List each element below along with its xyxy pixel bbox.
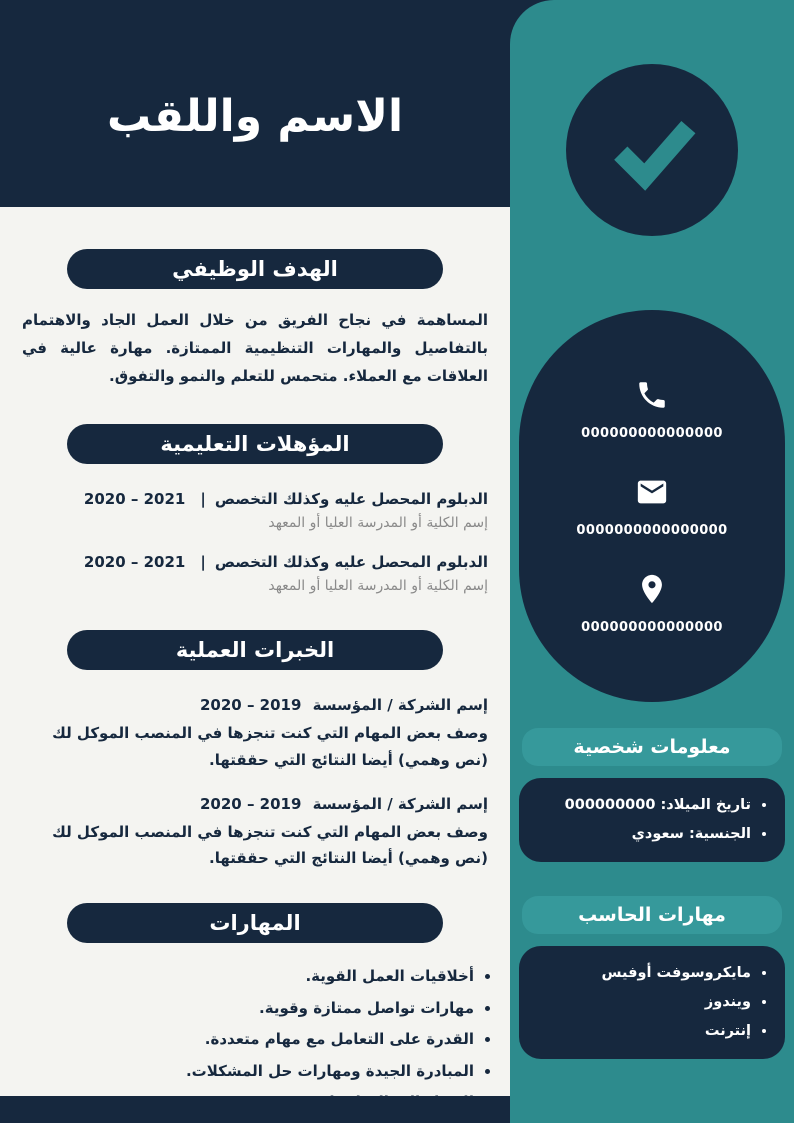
personal-info-box [519,778,785,862]
education-school: إسم الكلية أو المدرسة العليا أو المعهد [268,578,488,595]
education-period: 2020 – 2021 [83,553,186,572]
personal-info-item: • تاريخ الميلاد: 000000000 [533,791,751,820]
separator: | [200,490,206,509]
experience-entry [22,696,488,773]
experience-description: وصف بعض المهام التي كنت تنجزها في المنصب الموكل لك (نص وهمي) أيضا النتائج التي حققتها. [52,724,488,769]
section-title-objective: الهدف الوظيفي [67,249,443,289]
personal-info-list [533,791,765,849]
education-entry [22,490,488,531]
section-title-skills: المهارات [67,903,443,943]
skill-item: • أخلاقيات العمل القوية. [22,965,474,988]
section-title-personal-info: معلومات شخصية [522,728,782,766]
computer-skill-item: • إنترنت [533,1017,751,1046]
experience-entry [22,795,488,872]
computer-skill-item: • ويندوز [533,988,751,1017]
experience-company: إسم الشركة / المؤسسة [312,794,488,813]
contact-address [581,572,723,635]
contact-email [576,475,727,538]
main-column [0,207,510,1123]
experience-company: إسم الشركة / المؤسسة [312,696,488,715]
personal-info-item: • الجنسية: سعودي [533,820,751,849]
section-title-experience: الخبرات العملية [67,630,443,670]
phone-number: 000000000000000 [581,425,723,441]
experience-entry-heading [22,795,488,813]
sidebar [510,0,794,1123]
computer-skill-item: • مايكروسوفت أوفيس [533,959,751,988]
education-entry-heading [22,553,488,571]
contact-phone [581,378,723,441]
skills-list [22,965,488,1114]
contact-card [519,310,785,702]
experience-period: 2020 – 2019 [199,794,302,813]
phone-icon [635,378,669,412]
address-value: 000000000000000 [581,619,723,635]
experience-entry-heading [22,696,488,714]
section-title-computer-skills: مهارات الحاسب [522,896,782,934]
mail-icon [635,475,669,509]
computer-skills-list [533,959,765,1046]
education-period: 2020 – 2021 [83,490,186,509]
skill-item: • مهارات تواصل ممتازة وقوية. [22,997,474,1020]
page-title: الاسم واللقب [106,91,404,142]
skill-item: • القدرة على التعامل مع مهام متعددة. [22,1028,474,1051]
education-school: إسم الكلية أو المدرسة العليا أو المعهد [268,515,488,532]
section-title-education: المؤهلات التعليمية [67,424,443,464]
education-entry-heading [22,490,488,508]
experience-description: وصف بعض المهام التي كنت تنجزها في المنصب الموكل لك (نص وهمي) أيضا النتائج التي حققتها. [52,822,488,867]
experience-period: 2020 – 2019 [199,696,302,715]
skill-item: • المبادرة الجيدة ومهارات حل المشكلات. [22,1060,474,1083]
check-icon [600,98,704,202]
education-entry [22,553,488,594]
objective-text: المساهمة في نجاح الفريق من خلال العمل الجاد والاهتمام بالتفاصيل والمهارات التنظيمية الممتازة. مهارة عالية في العلاقات مع العملاء. متحمس للتعلم والنمو والتفوق. [22,311,488,385]
main-content [0,207,510,1114]
education-degree: الدبلوم المحصل عليه وكذلك التخصص [214,553,488,572]
email-value: 0000000000000000 [576,522,728,538]
separator: | [200,553,206,572]
footer-band [0,1096,510,1123]
location-icon [635,572,669,606]
education-degree: الدبلوم المحصل عليه وكذلك التخصص [214,490,488,509]
computer-skills-box [519,946,785,1059]
check-badge [566,64,738,236]
